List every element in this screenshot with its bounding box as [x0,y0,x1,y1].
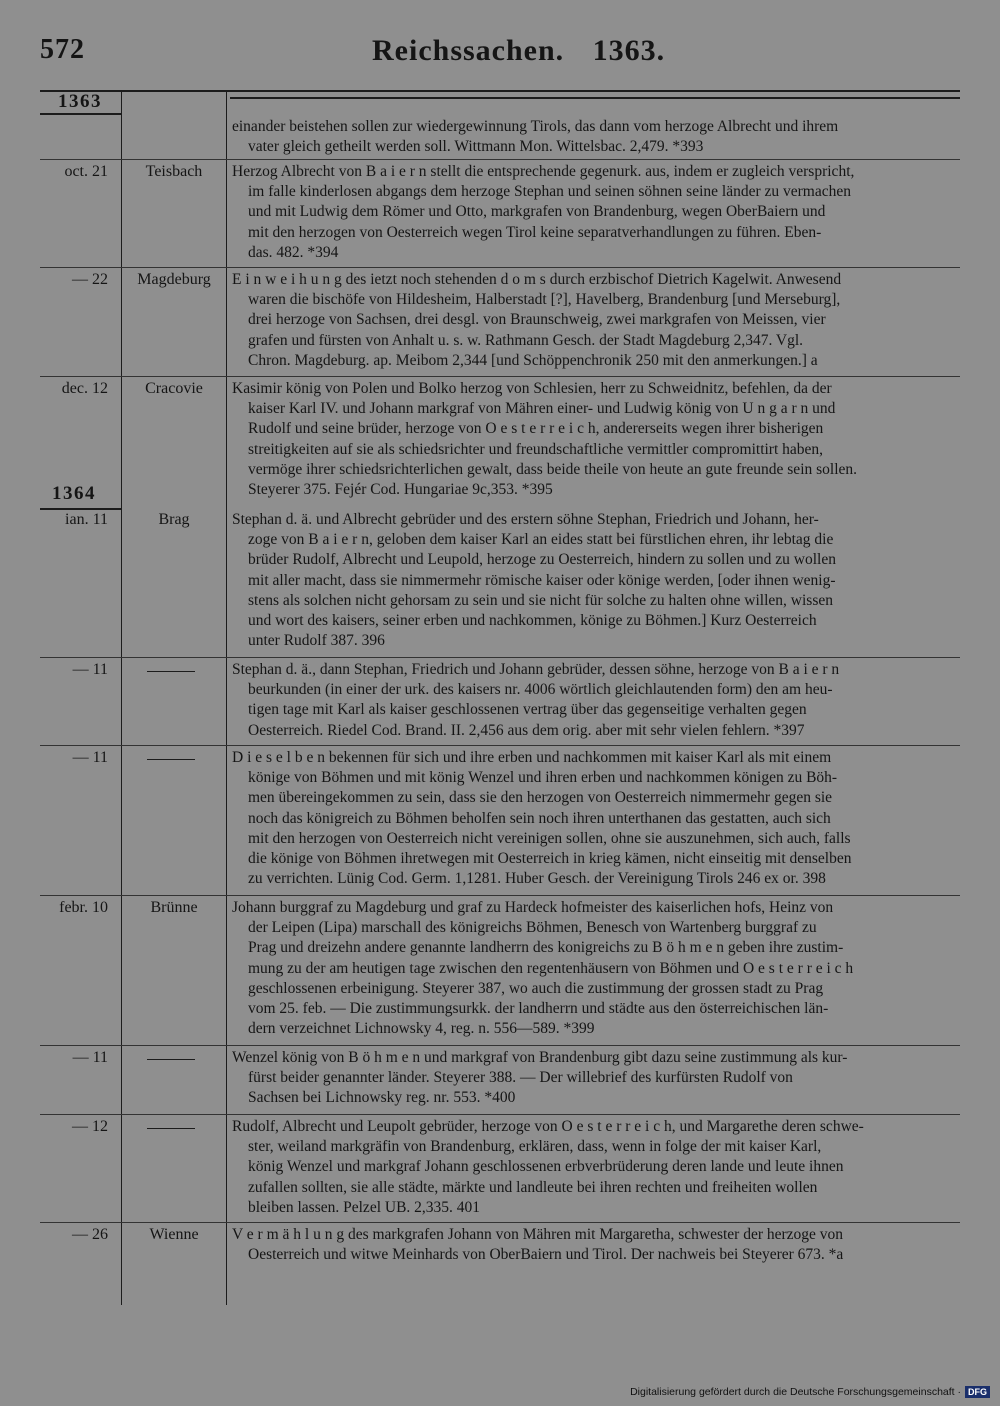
entry-text [232,1225,956,1265]
entry-text-line: das. 482. *394 [248,243,339,261]
entry-text-line: könige von Böhmen und mit könig Wenzel und ihren erben und nachkommen königen zu Böh- [248,769,838,787]
entry-date: — 11 [72,749,108,766]
entry-separator [40,657,960,658]
dfg-logo: DFG [965,1386,990,1398]
page-header [0,0,1000,80]
entry-text-line: dern verzeichnet Lichnowsky 4, reg. n. 556—589. *399 [248,1020,595,1038]
entry-place: Teisbach [145,163,203,180]
entry-text-line: tigen tage mit Karl als kaiser geschlossenen vertrag über das gegenseitige verhalten gegen [248,701,807,719]
entry-text-line: men übereingekommen zu sein, dass sie den herzogen von Oesterreich nimmermehr gegen sie [248,789,833,807]
year-marker-1364: 1364 [52,483,96,504]
entry-text-line: der Leipen (Lipa) marschall des königreichs Böhmen, Benesch von Wartenberg burggraf zu [248,919,817,937]
entry-text [232,270,956,371]
entry-date: — 12 [72,1118,108,1135]
place-ditto-dash [147,671,195,672]
entry-text-line: Stephan d. ä. und Albrecht gebrüder und des erstern söhne Stephan, Friedrich und Johann, her- [232,511,819,528]
entry-text-line: Oesterreich. Riedel Cod. Brand. II. 2,456 aus dem orig. aber mit sehr vielen fehlern. *397 [248,721,805,739]
entry-text-line: V e r m ä h l u n g des markgrafen Johann von Mähren mit Margaretha, schwester der herzoge von [232,1226,844,1243]
entry-text-line: Rudolf und seine brüder, herzoge von O e s t e r r e i c h, andererseits wegen ihrer bisherigen [248,420,824,438]
entry-text-line: E i n w e i h u n g des ietzt noch stehenden d o m s durch erzbischof Dietrich Kagelwit. Anwesend [232,271,842,288]
entry-date: oct. 21 [64,163,108,180]
footer-credit: Digitalisierung gefördert durch die Deutsche Forschungsgemeinschaft · [630,1386,961,1398]
entry-text-line: im falle kinderlosen abgangs dem herzoge Stephan und seinen söhnen seine länder zu vermachen [248,183,852,201]
entry-text-line: Rudolf, Albrecht und Leupolt gebrüder, herzoge von O e s t e r r e i c h, und Margarethe deren schwe- [232,1118,864,1135]
entry-separator [40,267,960,268]
entry-text-line: Herzog Albrecht von B a i e r n stellt die entsprechende gegenurk. aus, indem er zugleich verspricht, [232,163,855,180]
entry-text-line: Oesterreich und witwe Meinhards von OberBaiern und Tirol. Der nachweis bei Steyerer 673. *a [248,1246,844,1264]
entry-text-line: Prag und dreizehn andere genannte landherrn des konigreichs zu B ö h m e n geben ihre zustim- [248,939,844,957]
entry-text [232,660,956,741]
running-title-text: Reichssachen. [372,34,565,67]
entry-text-line: Johann burggraf zu Magdeburg und graf zu Hardeck hofmeister des kaiserlichen hofs, Heinz von [232,899,834,916]
year-rule [40,113,122,115]
entry-text-line: zufallen sollten, sie alle städte, märkte und landleute bei ihren rechten und freiheiten wollen [248,1178,818,1196]
entry-text-line: vom 25. feb. — Die zustimmungsurkk. der landherrn und städte aus den österreichischen län- [248,1000,829,1018]
entry-date: ian. 11 [65,511,108,528]
entry-text [232,898,956,1039]
entry-text-line: vermöge ihrer schiedsrichterlichen gewalt, dass beide theile von heute an gute freunde sein sollen. [248,460,858,478]
entry-date: — 11 [72,1049,108,1066]
entry-text-line: brüder Rudolf, Albrecht und Leupold, herzoge zu Oesterreich, hindern zu sollen und zu wollen [248,551,836,569]
entry-place: Brag [158,511,190,528]
entry-text-line: zoge von B a i e r n, geloben dem kaiser Karl an eides statt bei fürstlichen ehren, ihr lebtag die [248,531,834,549]
entry-separator [40,1045,960,1046]
entry-text-line: D i e s e l b e n bekennen für sich und ihre erben und nachkommen mit kaiser Karl als mit einem [232,749,832,766]
entry-date: — 26 [72,1226,108,1243]
entry-text-line: drei herzoge von Sachsen, drei desgl. von Braunschweig, zwei markgrafen von Meissen, vier [248,311,826,329]
entry-date: — 11 [72,661,108,678]
entry-text [232,162,956,263]
entry-text [232,748,956,889]
entry-text-line: waren die bischöfe von Hildesheim, Halberstadt [?], Havelberg, Brandenburg [und Merseburg], [248,291,841,309]
entry-text-line: Chron. Magdeburg. ap. Meibom 2,344 [und Schöppenchronik 250 mit den anmerkungen.] a [248,351,818,369]
entry-text-line: und mit Ludwig dem Römer und Otto, markgrafen von Brandenburg, wegen OberBaiern und [248,203,826,221]
entry-separator [40,1114,960,1115]
page-footer [630,1386,990,1398]
entry-text-line: bleiben lassen. Pelzel UB. 2,335. 401 [248,1198,481,1216]
entry-date: — 22 [72,271,108,288]
column-rule-date [121,90,122,1305]
entry-text [232,117,956,157]
entry-text-line: Kasimir könig von Polen und Bolko herzog von Schlesien, herr zu Schweidnitz, befehlen, da der [232,380,832,397]
entry-place: Cracovie [145,380,203,397]
entry-text-line: ster, weiland markgräfin von Brandenburg, erklären, dass, wenn in folge der mit kaiser Karl, [248,1138,822,1156]
entry-text-line: Steyerer 375. Fejér Cod. Hungariae 9c,353. *395 [248,481,553,499]
column-rule-place [226,90,227,1305]
entry-separator [40,1222,960,1223]
entry-text [232,510,956,651]
running-title [372,34,665,68]
entry-text-line: mit den herzogen von Oesterreich nicht vereinigen sollen, ohne sie auszunehmen, sich auch, falls [248,829,851,847]
entry-text-line: Wenzel könig von B ö h m e n und markgraf von Brandenburg gibt dazu seine zustimmung als kur- [232,1049,848,1066]
entry-date: febr. 10 [59,899,108,916]
running-title-year: 1363. [592,34,666,67]
entry-place: Brünne [150,899,198,916]
entry-text-line: zu verrichten. Lünig Cod. Germ. 1,1281. Huber Gesch. der Vereinigung Tirols 246 ex or. 398 [248,870,826,888]
year-marker-1363: 1363 [58,91,102,112]
entry-text-line: kaiser Karl IV. und Johann markgraf von Mähren einer- und Ludwig könig von U n g a r n und [248,400,836,418]
entry-text [232,1117,956,1218]
entry-text-line: beurkunden (in einer der urk. des kaisers nr. 4006 wörtlich gleichlautenden form) den am heu- [248,681,833,699]
entry-text-line: mung zu der am heutigen tage zwischen den regentenhäusern von Böhmen und O e s t e r r e i c h [248,959,854,977]
header-rule-secondary [230,97,960,99]
entry-text-line: noch das königreich zu Böhmen beholfen sein noch ihren unterthanen das gestatten, auch sich [248,809,831,827]
entry-place: Magdeburg [137,271,211,288]
entry-text [232,379,956,500]
entry-separator [40,745,960,746]
entry-separator [40,159,960,160]
entry-text [232,1048,956,1109]
entry-text-line: könig Wenzel und markgraf Johann geschlossenen erbverbrüderung deren lande und leute ihnen [248,1158,844,1176]
entry-text-line: grafen und fürsten von Anhalt u. s. w. Rathmann Gesch. der Stadt Magdeburg 2,347. Vgl. [248,331,804,349]
header-rule [40,90,960,92]
entry-text-line: geschlossenen erbeinigung. Steyerer 387, wo auch die zustimmung der grossen stadt zu Prag [248,979,824,997]
entry-text-line: Stephan d. ä., dann Stephan, Friedrich und Johann gebrüder, dessen söhne, herzoge von B a i e r n [232,661,840,678]
entry-text-line: fürst beider genannter länder. Steyerer 388. — Der willebrief des kurfürsten Rudolf von [248,1069,793,1087]
entry-separator [40,895,960,896]
entry-separator [40,376,960,377]
entry-text-line: Sachsen bei Lichnowsky reg. nr. 553. *400 [248,1089,516,1107]
entry-text-line: die könige von Böhmen ihretwegen mit Oesterreich in krieg kämen, nicht einseitig mit denselben [248,850,852,868]
place-ditto-dash [147,1128,195,1129]
entry-text-line: streitigkeiten auf sie als schiedsrichter und freundschaftliche vermittler compromittirt haben, [248,440,824,458]
year-rule-1364 [40,508,122,510]
entry-text-line: unter Rudolf 387. 396 [248,632,385,650]
place-ditto-dash [147,1059,195,1060]
page-number: 572 [40,34,85,65]
entry-text-line: stens als solchen nicht gehorsam zu sein und sie nicht für solche zu halten ohne willen, wissen [248,591,833,609]
entry-text-line: einander beistehen sollen zur wiedergewinnung Tirols, das dann vom herzoge Albrecht und ihrem [232,118,839,135]
entry-place: Wienne [149,1226,199,1243]
entry-text-line: vater gleich getheilt werden soll. Wittmann Mon. Wittelsbac. 2,479. *393 [248,138,704,156]
entry-date: dec. 12 [61,380,108,397]
entry-text-line: und wort des kaisers, seiner erben und nachkommen, könige zu Böhmen.] Kurz Oesterreich [248,612,817,630]
entry-text-line: mit aller macht, dass sie nimmermehr römische kaiser oder könige werden, [oder ihnen wenig- [248,571,836,589]
entry-text-line: mit den herzogen von Oesterreich wegen Tirol keine separatverhandlungen zu führen. Eben- [248,223,822,241]
place-ditto-dash [147,759,195,760]
